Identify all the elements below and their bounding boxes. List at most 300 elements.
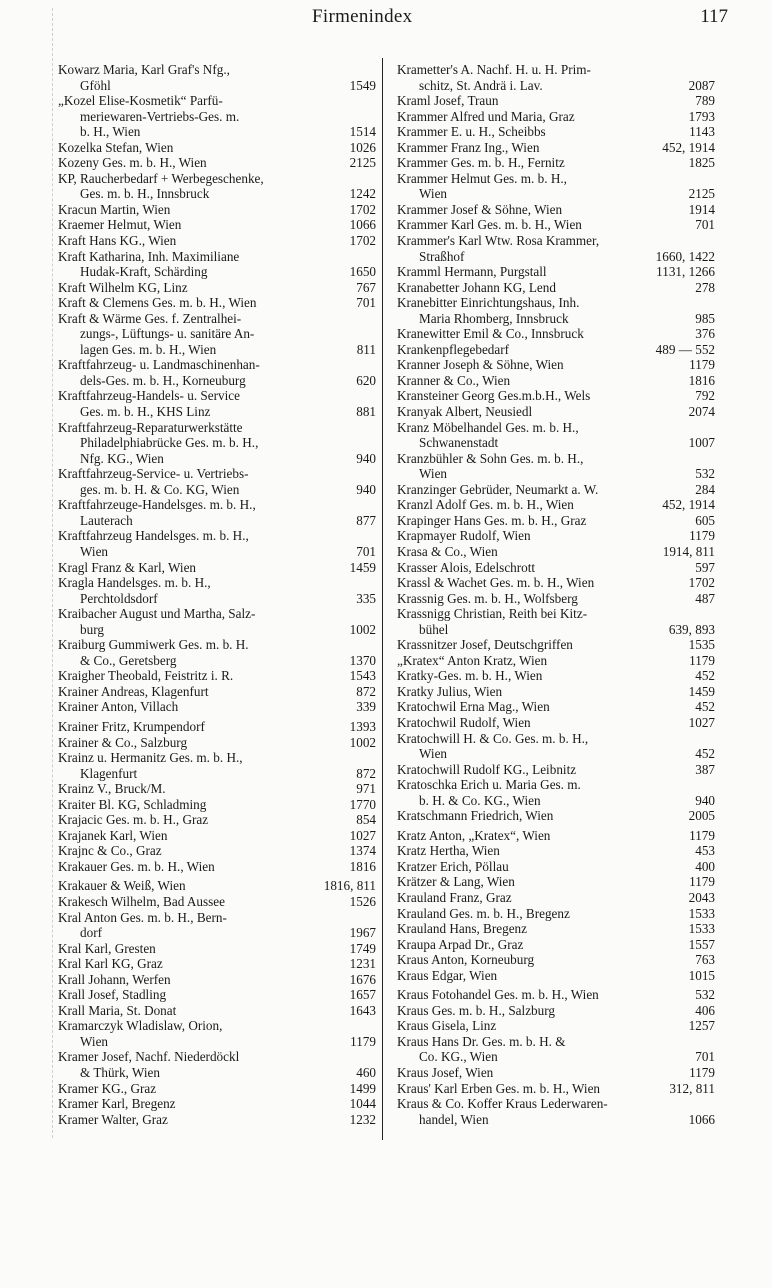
entry-reference-number: 877 xyxy=(353,513,376,529)
entry-name: Krauland Hans, Bregenz xyxy=(397,921,527,937)
entry-name-continued: dels-Ges. m. b. H., Korneuburg xyxy=(80,372,246,388)
entry-reference-number: 1770 xyxy=(347,797,376,813)
entry-reference-number: 1179 xyxy=(686,653,715,669)
entry-reference-number: 2005 xyxy=(686,808,715,824)
index-entry xyxy=(397,62,715,93)
entry-reference-number: 940 xyxy=(353,482,376,498)
index-entry xyxy=(397,731,715,762)
index-entry xyxy=(58,750,376,781)
entry-name: Krassnig Ges. m. b. H., Wolfsberg xyxy=(397,590,578,606)
index-entry xyxy=(58,956,376,972)
entry-name-continued: burg xyxy=(80,621,104,637)
index-entry xyxy=(397,591,715,607)
index-entry xyxy=(397,637,715,653)
entry-name: Krajnc & Co., Graz xyxy=(58,843,162,859)
index-entry xyxy=(397,890,715,906)
entry-name: Kraft Hans KG., Wien xyxy=(58,233,177,249)
index-entry xyxy=(397,828,715,844)
scan-margin-marks xyxy=(52,8,55,1138)
index-entry xyxy=(397,217,715,233)
entry-reference-number: 1657 xyxy=(347,987,376,1003)
entry-name: Krainer Fritz, Krumpendorf xyxy=(58,718,205,734)
index-entry xyxy=(58,894,376,910)
entry-name: Krammer Karl Ges. m. b. H., Wien xyxy=(397,217,582,233)
entry-name-continued: Klagenfurt xyxy=(80,765,138,781)
entry-name: Kraus Fotohandel Ges. m. b. H., Wien xyxy=(397,987,599,1003)
entry-name-continued: dorf xyxy=(80,925,102,941)
entry-name: Kraibacher August und Martha, Salz- xyxy=(58,606,256,622)
entry-name: Kraftfahrzeug Handelsges. m. b. H., xyxy=(58,528,249,544)
entry-reference-number: 532 xyxy=(692,466,715,482)
entry-name: Kraus Edgar, Wien xyxy=(397,967,498,983)
index-entry xyxy=(397,874,715,890)
entry-reference-number: 792 xyxy=(692,388,715,404)
index-entry xyxy=(58,528,376,559)
index-entry xyxy=(397,326,715,342)
index-entry xyxy=(58,155,376,171)
entry-reference-number: 701 xyxy=(692,217,715,233)
entry-name-continued: Lauterach xyxy=(80,512,133,528)
entry-reference-number: 872 xyxy=(353,684,376,700)
index-entry xyxy=(397,93,715,109)
index-entry xyxy=(397,357,715,373)
entry-name-continued: lagen Ges. m. b. H., Wien xyxy=(80,341,217,357)
entry-name: Kraus & Co. Koffer Kraus Lederwaren- xyxy=(397,1096,608,1112)
index-entry xyxy=(58,781,376,797)
entry-name-continued: zungs-, Lüftungs- u. sanitäre An- xyxy=(80,326,255,342)
entry-name-continued: Nfg. KG., Wien xyxy=(80,450,164,466)
entry-reference-number: 1232 xyxy=(347,1112,376,1128)
entry-reference-number: 639, 893 xyxy=(666,622,715,638)
index-entry xyxy=(397,171,715,202)
entry-name-continued: Wien xyxy=(80,543,109,559)
index-entry xyxy=(397,777,715,808)
entry-reference-number: 763 xyxy=(692,952,715,968)
entry-name-continued: Hudak-Kraft, Schärding xyxy=(80,264,208,280)
entry-name: Krammer Franz Ing., Wien xyxy=(397,139,540,155)
entry-reference-number: 1257 xyxy=(686,1018,715,1034)
entry-reference-number: 1643 xyxy=(347,1003,376,1019)
entry-reference-number: 400 xyxy=(692,859,715,875)
entry-name: KP, Raucherbedarf + Werbegeschenke, xyxy=(58,170,264,186)
entry-reference-number: 1914 xyxy=(686,202,715,218)
entry-reference-number: 1459 xyxy=(347,560,376,576)
entry-name: Kratochwill Rudolf KG., Leibnitz xyxy=(397,761,577,777)
entry-reference-number: 1650 xyxy=(347,264,376,280)
entry-reference-number: 701 xyxy=(353,544,376,560)
index-entry xyxy=(58,311,376,358)
index-entry xyxy=(58,497,376,528)
index-entry xyxy=(58,637,376,668)
index-entry xyxy=(58,1096,376,1112)
entry-name: Kramer Josef, Nachf. Niederdöckl xyxy=(58,1049,240,1065)
entry-reference-number: 881 xyxy=(353,404,376,420)
entry-reference-number: 1533 xyxy=(686,906,715,922)
index-entry xyxy=(397,1034,715,1065)
entry-name: Kraft Wilhelm KG, Linz xyxy=(58,279,188,295)
entry-reference-number: 1066 xyxy=(686,1112,715,1128)
index-entry xyxy=(397,388,715,404)
index-entry xyxy=(397,544,715,560)
entry-name: Kraus Gisela, Linz xyxy=(397,1018,497,1034)
index-entry xyxy=(58,420,376,467)
entry-reference-number: 1549 xyxy=(347,78,376,94)
entry-name: Kratzer Erich, Pöllau xyxy=(397,858,509,874)
entry-name: Kranewitter Emil & Co., Innsbruck xyxy=(397,326,584,342)
index-entry xyxy=(397,937,715,953)
index-entry xyxy=(58,1018,376,1049)
index-entry xyxy=(58,859,376,875)
entry-reference-number: 1535 xyxy=(686,637,715,653)
index-entry xyxy=(58,735,376,751)
index-entry xyxy=(58,233,376,249)
index-entry xyxy=(397,987,715,1003)
entry-name: Kraigher Theobald, Feistritz i. R. xyxy=(58,668,234,684)
index-entry xyxy=(397,762,715,778)
entry-reference-number: 376 xyxy=(692,326,715,342)
entry-name-continued: Wien xyxy=(419,466,448,482)
entry-reference-number: 1066 xyxy=(347,217,376,233)
entry-name-continued: Schwanenstadt xyxy=(419,435,499,451)
entry-reference-number: 1242 xyxy=(347,186,376,202)
entry-reference-number: 335 xyxy=(353,591,376,607)
index-entry xyxy=(397,921,715,937)
index-entry xyxy=(397,906,715,922)
entry-name-continued: Wien xyxy=(80,1033,109,1049)
index-entry xyxy=(397,606,715,637)
index-entry xyxy=(58,249,376,280)
entry-reference-number: 940 xyxy=(692,793,715,809)
entry-name: Krassnitzer Josef, Deutschgriffen xyxy=(397,637,573,653)
index-entry xyxy=(58,295,376,311)
index-entry xyxy=(397,404,715,420)
entry-reference-number: 387 xyxy=(692,762,715,778)
entry-name: Krainer Andreas, Klagenfurt xyxy=(58,683,209,699)
entry-reference-number: 489 — 552 xyxy=(653,342,715,358)
entry-name: Krainz u. Hermanitz Ges. m. b. H., xyxy=(58,750,243,766)
entry-name: Kral Anton Ges. m. b. H., Bern- xyxy=(58,909,227,925)
index-entry xyxy=(58,668,376,684)
index-entry xyxy=(58,140,376,156)
entry-name: Kraftfahrzeug- u. Landmaschinenhan- xyxy=(58,357,260,373)
index-entry xyxy=(58,93,376,140)
page-number: 117 xyxy=(700,6,728,27)
entry-reference-number: 767 xyxy=(353,280,376,296)
entry-name: Kranzl Adolf Ges. m. b. H., Wien xyxy=(397,497,574,513)
entry-reference-number: 872 xyxy=(353,766,376,782)
index-entry xyxy=(58,202,376,218)
index-entry xyxy=(58,684,376,700)
entry-name: Krankenpflegebedarf xyxy=(397,341,510,357)
index-entry xyxy=(58,1003,376,1019)
entry-reference-number: 1393 xyxy=(347,719,376,735)
index-entry xyxy=(397,295,715,326)
entry-reference-number: 1816 xyxy=(686,373,715,389)
entry-name: Kracun Martin, Wien xyxy=(58,201,171,217)
index-entry xyxy=(58,812,376,828)
index-entry xyxy=(397,715,715,731)
entry-reference-number: 452, 1914 xyxy=(659,140,715,156)
index-entry xyxy=(397,653,715,669)
entry-reference-number: 1179 xyxy=(686,357,715,373)
entry-name: Kraiter Bl. KG, Schladming xyxy=(58,796,207,812)
entry-reference-number: 597 xyxy=(692,560,715,576)
entry-name-continued: b. H. & Co. KG., Wien xyxy=(419,792,541,808)
index-entry xyxy=(397,859,715,875)
entry-reference-number: 452 xyxy=(692,746,715,762)
index-entry xyxy=(58,719,376,735)
index-entry xyxy=(397,202,715,218)
entry-reference-number: 789 xyxy=(692,93,715,109)
index-entry xyxy=(397,1096,715,1127)
entry-reference-number: 701 xyxy=(692,1049,715,1065)
index-entry xyxy=(58,171,376,202)
entry-reference-number: 1027 xyxy=(686,715,715,731)
entry-reference-number: 452 xyxy=(692,699,715,715)
index-entry xyxy=(397,684,715,700)
entry-reference-number: 1816, 811 xyxy=(321,878,376,894)
entry-reference-number: 1749 xyxy=(347,941,376,957)
entry-name: Krall Johann, Werfen xyxy=(58,971,171,987)
index-entry xyxy=(397,109,715,125)
entry-name: Krasa & Co., Wien xyxy=(397,543,498,559)
entry-reference-number: 406 xyxy=(692,1003,715,1019)
entry-reference-number: 1499 xyxy=(347,1081,376,1097)
index-entry xyxy=(397,575,715,591)
entry-name-continued: meriewaren-Vertriebs-Ges. m. xyxy=(80,108,240,124)
entry-reference-number: 452 xyxy=(692,668,715,684)
entry-reference-number: 1702 xyxy=(686,575,715,591)
entry-reference-number: 1793 xyxy=(686,109,715,125)
page-title: Firmenindex xyxy=(312,6,413,27)
entry-reference-number: 1374 xyxy=(347,843,376,859)
entry-reference-number: 1044 xyxy=(347,1096,376,1112)
entry-name: „Kratex“ Anton Kratz, Wien xyxy=(397,652,548,668)
entry-name: Kramml Hermann, Purgstall xyxy=(397,264,547,280)
entry-name: Krakauer & Weiß, Wien xyxy=(58,878,186,894)
index-entry xyxy=(397,373,715,389)
entry-reference-number: 1179 xyxy=(686,528,715,544)
index-entry xyxy=(58,843,376,859)
entry-name-continued: Wien xyxy=(419,746,448,762)
index-entry xyxy=(58,828,376,844)
index-entry xyxy=(397,968,715,984)
index-column-left xyxy=(58,62,376,1127)
entry-name: Kratky-Ges. m. b. H., Wien xyxy=(397,668,543,684)
entry-name: Krammer E. u. H., Scheibbs xyxy=(397,124,546,140)
index-entry xyxy=(397,699,715,715)
entry-name: Krassl & Wachet Ges. m. b. H., Wien xyxy=(397,575,595,591)
entry-name-continued: & Co., Geretsberg xyxy=(80,652,177,668)
entry-name: Krapmayer Rudolf, Wien xyxy=(397,528,531,544)
entry-name: Kranabetter Johann KG, Lend xyxy=(397,279,556,295)
index-entry xyxy=(397,140,715,156)
entry-reference-number: 1007 xyxy=(686,435,715,451)
entry-reference-number: 1179 xyxy=(686,828,715,844)
entry-name: Kozeny Ges. m. b. H., Wien xyxy=(58,155,207,171)
entry-reference-number: 1702 xyxy=(347,233,376,249)
entry-reference-number: 2074 xyxy=(686,404,715,420)
index-entry xyxy=(58,606,376,637)
entry-reference-number: 532 xyxy=(692,987,715,1003)
entry-reference-number: 1967 xyxy=(347,925,376,941)
entry-name: Krainer & Co., Salzburg xyxy=(58,734,188,750)
index-entry xyxy=(58,941,376,957)
entry-reference-number: 605 xyxy=(692,513,715,529)
entry-name: Kranner Joseph & Söhne, Wien xyxy=(397,357,564,373)
entry-reference-number: 278 xyxy=(692,280,715,296)
column-divider xyxy=(382,58,383,1140)
entry-name-continued: Gföhl xyxy=(80,77,111,93)
entry-name: Kranz Möbelhandel Ges. m. b. H., xyxy=(397,419,579,435)
index-entry xyxy=(58,280,376,296)
entry-name-continued: ges. m. b. H. & Co. KG, Wien xyxy=(80,481,240,497)
entry-reference-number: 1179 xyxy=(686,874,715,890)
entry-reference-number: 1002 xyxy=(347,622,376,638)
entry-reference-number: 2125 xyxy=(347,155,376,171)
entry-reference-number: 1002 xyxy=(347,735,376,751)
entry-reference-number: 971 xyxy=(353,781,376,797)
index-entry xyxy=(397,420,715,451)
entry-name: Krapinger Hans Ges. m. b. H., Graz xyxy=(397,512,587,528)
index-entry xyxy=(397,668,715,684)
entry-reference-number: 1660, 1422 xyxy=(653,249,715,265)
entry-name-continued: Maria Rhomberg, Innsbruck xyxy=(419,310,569,326)
index-column-right xyxy=(397,62,715,1127)
entry-reference-number: 620 xyxy=(353,373,376,389)
entry-name: Kraftfahrzeuge-Handelsges. m. b. H., xyxy=(58,497,256,513)
entry-reference-number: 1543 xyxy=(347,668,376,684)
index-entry xyxy=(397,1081,715,1097)
entry-name: Krametter's A. Nachf. H. u. H. Prim- xyxy=(397,62,591,77)
entry-reference-number: 1459 xyxy=(686,684,715,700)
index-entry xyxy=(397,155,715,171)
index-entry xyxy=(397,233,715,264)
entry-name: Krätzer & Lang, Wien xyxy=(397,874,515,890)
entry-reference-number: 1533 xyxy=(686,921,715,937)
entry-reference-number: 1231 xyxy=(347,956,376,972)
entry-name: Kraus Hans Dr. Ges. m. b. H. & xyxy=(397,1033,566,1049)
entry-reference-number: 2125 xyxy=(686,186,715,202)
entry-name: Kraus Ges. m. b. H., Salzburg xyxy=(397,1002,555,1018)
entry-reference-number: 339 xyxy=(353,699,376,715)
entry-name: Krauland Franz, Graz xyxy=(397,889,512,905)
entry-name: Kragl Franz & Karl, Wien xyxy=(58,559,197,575)
entry-reference-number: 1816 xyxy=(347,859,376,875)
index-entry xyxy=(58,560,376,576)
entry-reference-number: 1179 xyxy=(686,1065,715,1081)
entry-reference-number: 1914, 811 xyxy=(660,544,715,560)
index-entry xyxy=(58,388,376,419)
index-entry xyxy=(58,987,376,1003)
entry-reference-number: 1557 xyxy=(686,937,715,953)
entry-name-continued: Perchtoldsdorf xyxy=(80,590,158,606)
entry-reference-number: 487 xyxy=(692,591,715,607)
entry-name: Kraftfahrzeug-Service- u. Vertriebs- xyxy=(58,466,249,482)
entry-reference-number: 1825 xyxy=(686,155,715,171)
entry-reference-number: 811 xyxy=(354,342,376,358)
entry-name: Kraftfahrzeug-Handels- u. Service xyxy=(58,388,240,404)
entry-name: Krammer's Karl Wtw. Rosa Krammer, xyxy=(397,233,600,249)
entry-name-continued: Ges. m. b. H., KHS Linz xyxy=(80,404,211,420)
index-entry xyxy=(58,797,376,813)
entry-name: Kratz Anton, „Kratex“, Wien xyxy=(397,827,551,843)
entry-reference-number: 284 xyxy=(692,482,715,498)
entry-reference-number: 452, 1914 xyxy=(659,497,715,513)
entry-name: Kraft & Wärme Ges. f. Zentralhei- xyxy=(58,310,242,326)
index-entry xyxy=(397,342,715,358)
entry-name: Krainz V., Bruck/M. xyxy=(58,781,166,797)
index-entry xyxy=(58,699,376,715)
index-entry xyxy=(397,482,715,498)
entry-name: Kranner & Co., Wien xyxy=(397,372,511,388)
index-entry xyxy=(397,497,715,513)
entry-reference-number: 1131, 1266 xyxy=(653,264,715,280)
index-entry xyxy=(397,528,715,544)
entry-reference-number: 460 xyxy=(353,1065,376,1081)
entry-name: Kratochwil Rudolf, Wien xyxy=(397,714,531,730)
entry-name: Kraemer Helmut, Wien xyxy=(58,217,182,233)
entry-name: Kratochwil Erna Mag., Wien xyxy=(397,699,550,715)
index-entry xyxy=(397,952,715,968)
entry-name-continued: Straßhof xyxy=(419,248,465,264)
index-entry xyxy=(58,910,376,941)
entry-name: Krakauer Ges. m. b. H., Wien xyxy=(58,858,215,874)
entry-name-continued: Wien xyxy=(419,186,448,202)
index-entry xyxy=(397,843,715,859)
entry-name: Krauland Ges. m. b. H., Bregenz xyxy=(397,905,570,921)
entry-reference-number: 985 xyxy=(692,311,715,327)
entry-name: Krammer Helmut Ges. m. b. H., xyxy=(397,170,567,186)
entry-name: Kransteiner Georg Ges.m.b.H., Wels xyxy=(397,388,591,404)
entry-reference-number: 312, 811 xyxy=(666,1081,715,1097)
entry-reference-number: 940 xyxy=(353,451,376,467)
entry-name: Kraiburg Gummiwerk Ges. m. b. H. xyxy=(58,637,249,653)
entry-name: Kraus' Karl Erben Ges. m. b. H., Wien xyxy=(397,1080,601,1096)
index-entry xyxy=(397,451,715,482)
entry-name: Krammer Josef & Söhne, Wien xyxy=(397,201,563,217)
entry-name: Kraftfahrzeug-Reparaturwerkstätte xyxy=(58,419,243,435)
entry-name: Kraft Katharina, Inh. Maximiliane xyxy=(58,248,240,264)
entry-name: Kratochwill H. & Co. Ges. m. b. H., xyxy=(397,730,589,746)
index-entry xyxy=(397,280,715,296)
index-entry xyxy=(58,357,376,388)
entry-name-continued: schitz, St. Andrä i. Lav. xyxy=(419,77,543,93)
entry-name: Kraus Anton, Korneuburg xyxy=(397,952,535,968)
entry-reference-number: 1370 xyxy=(347,653,376,669)
entry-name: Kratz Hertha, Wien xyxy=(397,843,500,859)
entry-name-continued: handel, Wien xyxy=(419,1111,489,1127)
index-entry xyxy=(397,1003,715,1019)
entry-name: Kratky Julius, Wien xyxy=(397,683,503,699)
index-entry xyxy=(397,124,715,140)
entry-reference-number: 2043 xyxy=(686,890,715,906)
index-entry xyxy=(58,466,376,497)
index-entry xyxy=(58,575,376,606)
entry-reference-number: 453 xyxy=(692,843,715,859)
entry-name: Krainer Anton, Villach xyxy=(58,699,179,715)
entry-name: Kramer Walter, Graz xyxy=(58,1111,168,1127)
index-entry xyxy=(58,217,376,233)
entry-name: „Kozel Elise-Kosmetik“ Parfü- xyxy=(58,93,223,109)
index-entry xyxy=(397,808,715,824)
index-entry xyxy=(397,264,715,280)
entry-reference-number: 1143 xyxy=(686,124,715,140)
entry-name: Krajacic Ges. m. b. H., Graz xyxy=(58,812,209,828)
entry-reference-number: 1702 xyxy=(347,202,376,218)
entry-reference-number: 1179 xyxy=(347,1034,376,1050)
index-entry xyxy=(397,1065,715,1081)
